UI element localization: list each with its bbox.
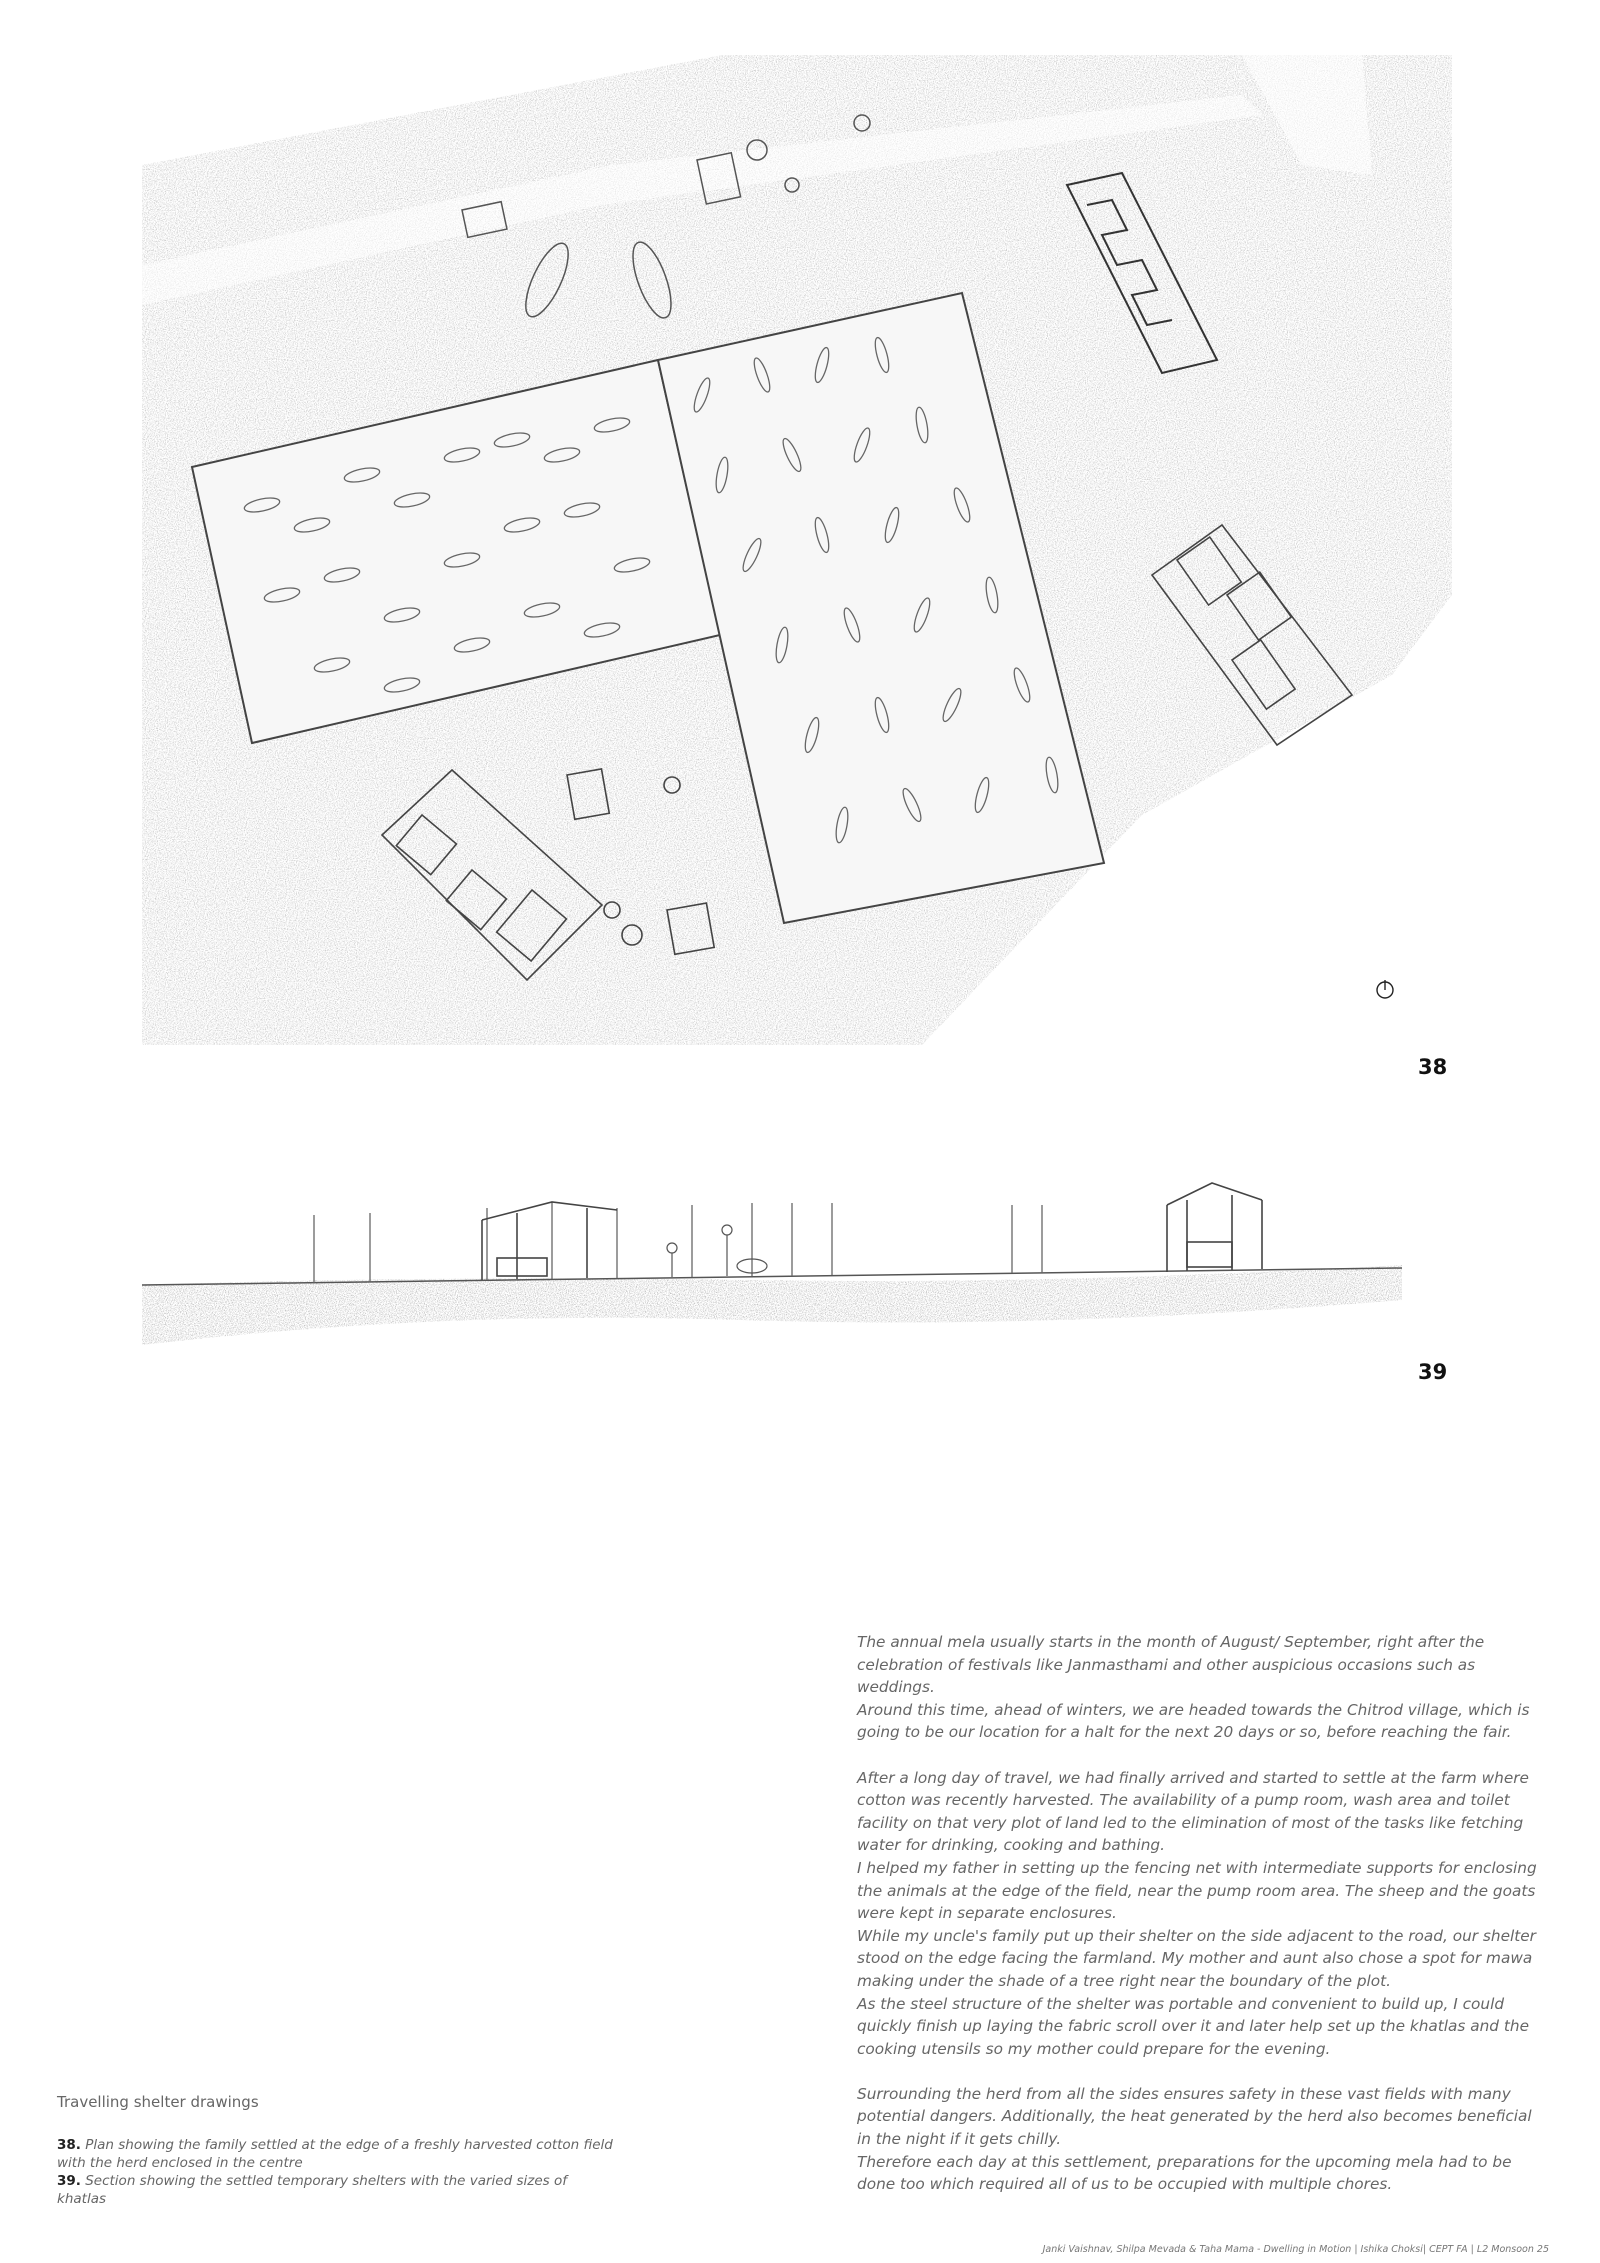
caption-number: 39.: [57, 2173, 81, 2189]
paragraph-gap: [857, 1744, 1547, 1767]
narrative-paragraph: As the steel structure of the shelter was portable and convenient to build up, I could quickly finish up laying the fabric scroll over it and later help set up the khatlas and the cooking utensils so my mother could prepare for the evening.: [857, 1994, 1529, 2058]
narrative-paragraph: The annual mela usually starts in the month of August/ September, right after the celebration of festivals like Janmasthami and other auspicious occasions such as weddings.: [857, 1633, 1485, 1697]
narrative-paragraph: Surrounding the herd from all the sides ensures safety in these vast fields with many potential dangers. Additionally, the heat generated by the herd also becomes beneficial in the night if it gets chilly.: [857, 2084, 1532, 2149]
caption-text: Section showing the settled temporary shelters with the varied sizes of khatlas: [57, 2173, 567, 2207]
north-arrow-icon: [1377, 980, 1393, 998]
page-footer: Janki Vaishnav, Shilpa Mevada & Taha Mama - Dwelling in Motion | Ishika Choksi| CEPT FA | L2 Monsoon 25: [1042, 2244, 1549, 2255]
caption-item-39: [57, 2172, 617, 2208]
narrative-paragraph: After a long day of travel, we had finally arrived and started to settle at the farm where cotton was recently harvested. The availability of a pump room, wash area and toilet facility on that very plot of land led to the elimination of most of the tasks like fetching water for drinking, cooking and bathing.: [857, 1768, 1529, 1855]
narrative-paragraph: While my uncle's family put up their shelter on the side adjacent to the road, our shelter stood on the edge facing the farmland. My mother and aunt also chose a spot for mawa making under the shade of a tree right near the boundary of the plot.: [857, 1926, 1536, 1990]
figure-number-38: 38: [1418, 1055, 1448, 1079]
paragraph-gap: [857, 2060, 1547, 2083]
plan-drawing: [142, 55, 1452, 1045]
narrative-paragraph: Around this time, ahead of winters, we are headed towards the Chitrod village, which is going to be our location for a halt for the next 20 days or so, before reaching the fair.: [857, 1700, 1530, 1742]
shelter-left-section: [482, 1202, 617, 1280]
narrative-text: [857, 1631, 1547, 2196]
caption-text: Plan showing the family settled at the edge of a freshly harvested cotton field with the herd enclosed in the centre: [57, 2137, 613, 2171]
caption-number: 38.: [57, 2137, 81, 2153]
shelter-right-section: [1167, 1183, 1262, 1272]
figure-captions: [57, 2136, 617, 2208]
section-drawing: [142, 1180, 1402, 1350]
section-sketch: [142, 1180, 1402, 1350]
plan-sketch: [142, 55, 1452, 1045]
caption-title: Travelling shelter drawings: [57, 2093, 259, 2111]
narrative-paragraph: I helped my father in setting up the fencing net with intermediate supports for enclosing the animals at the edge of the field, near the pump room area. The sheep and the goats were kept in separate enclosures.: [857, 1858, 1537, 1923]
fence-posts: [314, 1202, 1042, 1283]
figure-number-39: 39: [1418, 1360, 1448, 1384]
caption-item-38: [57, 2136, 617, 2172]
narrative-paragraph: Therefore each day at this settlement, preparations for the upcoming mela had to be done too which required all of us to be occupied with multiple chores.: [857, 2152, 1512, 2194]
